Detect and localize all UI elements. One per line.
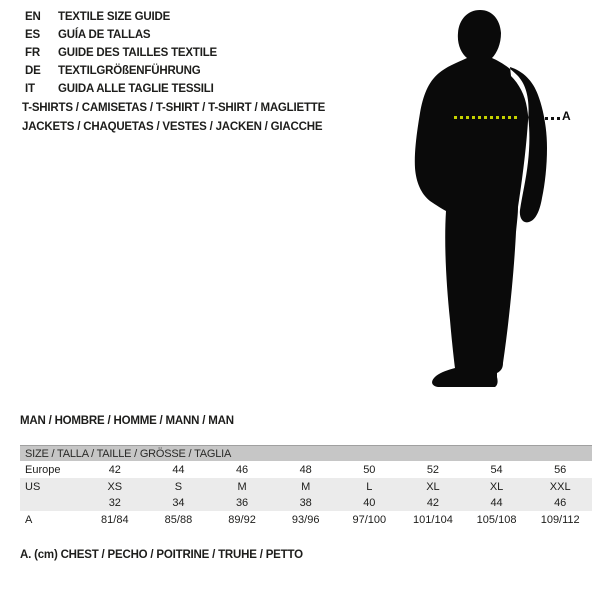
language-code: DE bbox=[25, 65, 41, 77]
size-cell: 44 bbox=[490, 497, 503, 509]
size-cell: 42 bbox=[108, 463, 121, 476]
language-row bbox=[25, 62, 217, 80]
language-label: GUIDE DES TAILLES TEXTILE bbox=[58, 47, 217, 59]
size-table bbox=[20, 445, 592, 529]
category-line-jackets: JACKETS / CHAQUETAS / VESTES / JACKEN / GIACCHE bbox=[22, 121, 323, 133]
language-row bbox=[25, 44, 217, 62]
section-title: MAN / HOMBRE / HOMME / MANN / MAN bbox=[20, 415, 234, 427]
size-cell: L bbox=[366, 480, 373, 493]
measure-label-a: A bbox=[562, 109, 571, 123]
size-cell: 109/112 bbox=[540, 514, 580, 526]
size-cell: 42 bbox=[426, 497, 440, 509]
chest-measure-line bbox=[454, 116, 518, 119]
language-row bbox=[25, 26, 217, 44]
language-row bbox=[25, 80, 217, 98]
size-cell: XL bbox=[426, 480, 440, 493]
size-cell: 34 bbox=[172, 497, 185, 509]
table-row-us-numeric bbox=[20, 495, 592, 511]
size-cell: 46 bbox=[235, 463, 249, 476]
row-label: US bbox=[25, 480, 41, 493]
row-label: A bbox=[25, 514, 33, 526]
language-label: GUÍA DE TALLAS bbox=[58, 29, 151, 41]
size-cell: 56 bbox=[554, 463, 567, 476]
size-cell: 40 bbox=[363, 497, 376, 509]
size-cell: 48 bbox=[299, 463, 312, 476]
size-cell: 44 bbox=[172, 463, 185, 476]
measure-leader-line bbox=[545, 117, 561, 120]
language-code: EN bbox=[25, 11, 41, 23]
language-list bbox=[25, 8, 217, 98]
size-cell: 46 bbox=[554, 497, 567, 509]
language-label: TEXTILGRÖßENFÜHRUNG bbox=[58, 65, 201, 77]
language-row bbox=[25, 8, 217, 26]
size-cell: 52 bbox=[426, 463, 440, 476]
size-cell: 105/108 bbox=[476, 514, 517, 526]
language-label: GUIDA ALLE TAGLIE TESSILI bbox=[58, 83, 214, 95]
size-cell: 81/84 bbox=[101, 514, 129, 526]
size-cell: XL bbox=[489, 480, 504, 493]
size-cell: M bbox=[301, 480, 311, 493]
man-silhouette bbox=[400, 0, 600, 400]
category-line-tshirts: T-SHIRTS / CAMISETAS / T-SHIRT / T-SHIRT / MAGLIETTE bbox=[22, 102, 326, 114]
size-cell: S bbox=[174, 480, 183, 493]
size-cell: M bbox=[237, 480, 247, 493]
size-cell: 89/92 bbox=[228, 514, 256, 526]
size-cell: 54 bbox=[490, 463, 503, 476]
language-code: IT bbox=[25, 83, 35, 95]
category-list bbox=[22, 102, 325, 140]
size-cell: 32 bbox=[108, 497, 121, 509]
size-cell: 38 bbox=[299, 497, 312, 509]
size-cell: 93/96 bbox=[291, 514, 320, 526]
table-header: SIZE / TALLA / TAILLE / GRÖSSE / TAGLIA bbox=[20, 445, 592, 461]
size-cell: 101/104 bbox=[413, 514, 453, 526]
language-label: TEXTILE SIZE GUIDE bbox=[58, 11, 171, 23]
size-cell: 50 bbox=[363, 463, 376, 476]
table-row-chest bbox=[20, 511, 592, 529]
table-row-europe bbox=[20, 461, 592, 478]
size-cell: 36 bbox=[235, 497, 249, 509]
size-cell: 85/88 bbox=[164, 514, 193, 526]
language-code: FR bbox=[25, 47, 40, 59]
man-silhouette-figure bbox=[400, 0, 600, 400]
language-code: ES bbox=[25, 29, 40, 41]
size-cell: XXL bbox=[549, 480, 571, 493]
row-label: Europe bbox=[25, 463, 61, 476]
size-cell: XS bbox=[107, 480, 123, 493]
size-cell: 97/100 bbox=[352, 514, 387, 526]
footnote: A. (cm) CHEST / PECHO / POITRINE / TRUHE / PETTO bbox=[20, 549, 303, 561]
table-row-us bbox=[20, 478, 592, 495]
